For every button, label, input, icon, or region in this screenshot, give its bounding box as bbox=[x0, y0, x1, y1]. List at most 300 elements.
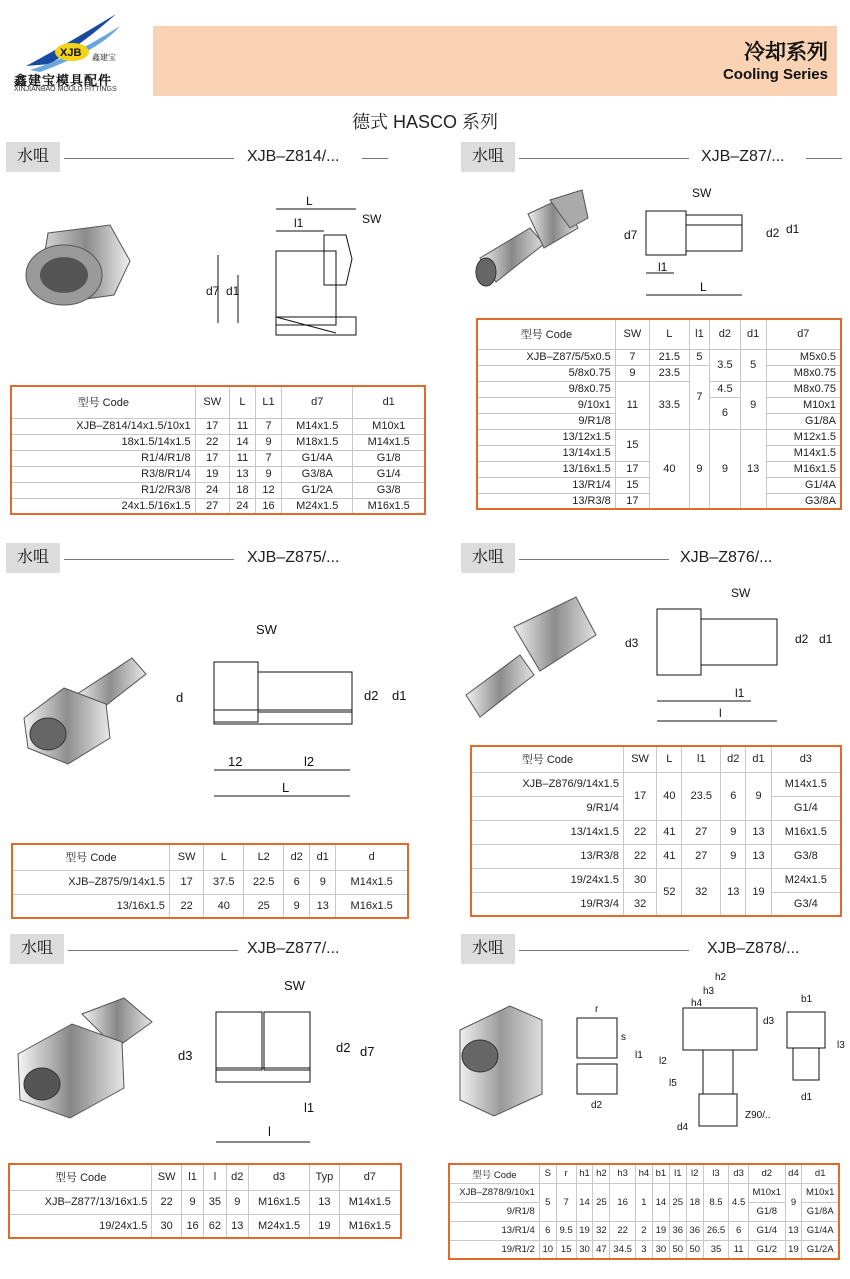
table-cell: 50 bbox=[669, 1240, 686, 1259]
table-cell: 19/R1/2 bbox=[449, 1240, 539, 1259]
label-z90: Z90/.. bbox=[745, 1110, 771, 1121]
table-cell: 24x1.5/16x1.5 bbox=[11, 498, 195, 514]
spec-table-z875 bbox=[11, 843, 409, 919]
table-cell: M5x0.5 bbox=[766, 349, 841, 365]
col-header: d2 bbox=[749, 1164, 785, 1183]
table-cell: G3/8A bbox=[766, 493, 841, 509]
table-cell: G3/4 bbox=[771, 892, 841, 916]
table-cell: 9 bbox=[256, 434, 282, 450]
table-cell: 13 bbox=[746, 820, 771, 844]
title-band bbox=[153, 26, 837, 96]
col-header: S bbox=[539, 1164, 556, 1183]
table-cell: 13/R3/8 bbox=[477, 493, 615, 509]
table-cell: 13 bbox=[229, 466, 255, 482]
table-cell: 34.5 bbox=[610, 1240, 636, 1259]
company-name-cn: 鑫建宝模具配件 bbox=[14, 73, 113, 88]
section-tag: 水咀 bbox=[6, 543, 60, 573]
model-title: XJB–Z875/... bbox=[247, 549, 340, 566]
label-d1: d1 bbox=[786, 222, 800, 236]
table-cell: G1/8 bbox=[353, 450, 425, 466]
drawing-z875 bbox=[170, 620, 420, 805]
table-cell: 10 bbox=[539, 1240, 556, 1259]
title-en: Cooling Series bbox=[722, 66, 828, 83]
table-cell: XJB–Z814/14x1.5/10x1 bbox=[11, 418, 195, 434]
table-cell: 11 bbox=[229, 450, 255, 466]
table-cell: 13 bbox=[740, 429, 766, 509]
table-row bbox=[471, 868, 841, 892]
table-cell: 52 bbox=[657, 868, 682, 916]
table-cell: 22.5 bbox=[244, 870, 284, 894]
label-l1: l1 bbox=[735, 686, 745, 700]
label-SW: SW bbox=[731, 586, 751, 600]
table-cell: 11 bbox=[229, 418, 255, 434]
title-cn: 冷却系列 bbox=[744, 41, 828, 64]
table-cell: 9/10x1 bbox=[477, 397, 615, 413]
table-cell: 6 bbox=[284, 870, 310, 894]
table-cell: 27 bbox=[195, 498, 229, 514]
drawing-z877 bbox=[172, 972, 387, 1152]
drawing-z87 bbox=[616, 185, 836, 305]
col-header: d bbox=[336, 844, 408, 870]
label-SW: SW bbox=[692, 186, 712, 200]
logo-sub: 鑫建宝 bbox=[92, 53, 116, 62]
table-cell: 30 bbox=[623, 868, 656, 892]
col-header: L bbox=[657, 746, 682, 772]
divider bbox=[519, 158, 689, 159]
col-header: d1 bbox=[746, 746, 771, 772]
col-header: h2 bbox=[593, 1164, 610, 1183]
table-cell: 22 bbox=[195, 434, 229, 450]
col-header: l2 bbox=[686, 1164, 703, 1183]
table-row bbox=[11, 434, 425, 450]
table-cell: 19 bbox=[576, 1221, 593, 1240]
series-title: 德式 HASCO 系列 bbox=[351, 112, 498, 132]
table-cell: 50 bbox=[686, 1240, 703, 1259]
table-cell: 7 bbox=[556, 1183, 576, 1221]
table-cell: G1/8 bbox=[749, 1202, 785, 1221]
table-cell: 11 bbox=[615, 381, 649, 429]
table-cell: 13 bbox=[746, 844, 771, 868]
label-d7: d7 bbox=[206, 284, 220, 298]
table-cell: 17 bbox=[623, 772, 656, 820]
table-cell: 32 bbox=[682, 868, 721, 916]
label-L: L bbox=[700, 280, 707, 294]
table-cell: 16 bbox=[256, 498, 282, 514]
table-cell: 14 bbox=[576, 1183, 593, 1221]
table-cell: M24x1.5 bbox=[282, 498, 353, 514]
col-header: L bbox=[649, 319, 689, 349]
table-cell: 19 bbox=[746, 868, 771, 916]
col-header: l1 bbox=[689, 319, 709, 349]
model-title: XJB–Z877/... bbox=[247, 940, 340, 957]
table-cell: 13 bbox=[721, 868, 746, 916]
label-l: l bbox=[719, 706, 722, 720]
table-cell: M14x1.5 bbox=[771, 772, 841, 796]
label-d7: d7 bbox=[624, 228, 638, 242]
col-header: b1 bbox=[652, 1164, 669, 1183]
col-header: l3 bbox=[703, 1164, 729, 1183]
table-row bbox=[11, 466, 425, 482]
drawing-z878 bbox=[555, 968, 850, 1138]
table-cell: 13/16x1.5 bbox=[12, 894, 169, 918]
table-cell: G1/4 bbox=[749, 1221, 785, 1240]
table-cell: 22 bbox=[623, 820, 656, 844]
col-header: d4 bbox=[785, 1164, 802, 1183]
table-cell: 27 bbox=[682, 820, 721, 844]
divider bbox=[64, 559, 234, 560]
table-cell: 30 bbox=[652, 1240, 669, 1259]
table-cell: M14x1.5 bbox=[353, 434, 425, 450]
col-header: SW bbox=[152, 1164, 181, 1190]
divider bbox=[68, 950, 238, 951]
table-cell: 13 bbox=[785, 1221, 802, 1240]
spec-table-z814 bbox=[10, 385, 426, 515]
table-cell: M10x1 bbox=[766, 397, 841, 413]
table-cell: 21.5 bbox=[649, 349, 689, 365]
table-row bbox=[12, 894, 408, 918]
table-cell: XJB–Z876/9/14x1.5 bbox=[471, 772, 623, 796]
table-row bbox=[11, 450, 425, 466]
table-cell: 13 bbox=[310, 894, 336, 918]
table-row bbox=[9, 1190, 401, 1214]
label-l1: l1 bbox=[304, 1100, 315, 1115]
table-cell: 6 bbox=[710, 397, 741, 429]
table-cell: 17 bbox=[615, 461, 649, 477]
label-SW: SW bbox=[362, 212, 382, 226]
table-cell: 36 bbox=[669, 1221, 686, 1240]
table-cell: 4.5 bbox=[710, 381, 741, 397]
table-cell: 13/12x1.5 bbox=[477, 429, 615, 445]
spec-table-z877 bbox=[8, 1163, 402, 1239]
table-row bbox=[477, 381, 841, 397]
table-cell: 7 bbox=[615, 349, 649, 365]
company-name-en: XINJIANBAO MOULD FITTINGS bbox=[14, 86, 117, 93]
table-cell: M16x1.5 bbox=[336, 894, 408, 918]
table-cell: G1/2A bbox=[282, 482, 353, 498]
table-cell: 19 bbox=[195, 466, 229, 482]
label-l2: l2 bbox=[304, 754, 315, 769]
label-d1: d1 bbox=[226, 284, 240, 298]
table-row bbox=[11, 482, 425, 498]
table-cell: 7 bbox=[689, 365, 709, 429]
drawing-z814 bbox=[200, 195, 380, 345]
col-header: SW bbox=[195, 386, 229, 418]
table-cell: 13/14x1.5 bbox=[477, 445, 615, 461]
col-header: SW bbox=[623, 746, 656, 772]
table-cell: 13/R1/4 bbox=[477, 477, 615, 493]
table-cell: 32 bbox=[593, 1221, 610, 1240]
table-cell: 25 bbox=[244, 894, 284, 918]
col-header: 型号 Code bbox=[477, 319, 615, 349]
table-cell: G1/4A bbox=[802, 1221, 839, 1240]
col-header: d2 bbox=[226, 1164, 248, 1190]
label-l1: l1 bbox=[294, 216, 304, 230]
table-cell: M8x0.75 bbox=[766, 381, 841, 397]
col-header: d2 bbox=[710, 319, 741, 349]
table-cell: 5 bbox=[740, 349, 766, 381]
fitting-photo-z877 bbox=[12, 994, 162, 1134]
table-cell: G1/8A bbox=[802, 1202, 839, 1221]
table-cell: 19 bbox=[785, 1240, 802, 1259]
table-cell: 15 bbox=[556, 1240, 576, 1259]
table-cell: 18x1.5/14x1.5 bbox=[11, 434, 195, 450]
col-header: d3 bbox=[729, 1164, 749, 1183]
col-header: h4 bbox=[635, 1164, 652, 1183]
label-SW: SW bbox=[256, 622, 277, 637]
table-cell: 41 bbox=[657, 844, 682, 868]
table-cell: 13 bbox=[310, 1190, 339, 1214]
table-cell: M24x1.5 bbox=[248, 1214, 309, 1238]
label-l3: l3 bbox=[837, 1040, 845, 1051]
table-cell: 22 bbox=[623, 844, 656, 868]
table-cell: 6 bbox=[721, 772, 746, 820]
table-cell: M14x1.5 bbox=[766, 445, 841, 461]
label-l1: l1 bbox=[635, 1050, 643, 1061]
col-header: h3 bbox=[610, 1164, 636, 1183]
table-row bbox=[477, 349, 841, 365]
table-cell: 5 bbox=[689, 349, 709, 365]
table-cell: M16x1.5 bbox=[339, 1214, 401, 1238]
table-cell: 17 bbox=[169, 870, 203, 894]
fitting-photo-z87 bbox=[470, 188, 590, 298]
table-cell: 15 bbox=[615, 429, 649, 461]
drawing-z876 bbox=[615, 585, 840, 735]
label-d2: d2 bbox=[795, 632, 809, 646]
fitting-photo-z876 bbox=[460, 595, 600, 725]
fitting-photo-z814 bbox=[18, 215, 138, 325]
table-cell: 22 bbox=[152, 1190, 181, 1214]
table-cell: G1/8A bbox=[766, 413, 841, 429]
col-header: h1 bbox=[576, 1164, 593, 1183]
table-cell: 2 bbox=[635, 1221, 652, 1240]
label-d7: d7 bbox=[360, 1044, 375, 1059]
col-header: d7 bbox=[339, 1164, 401, 1190]
label-b1: b1 bbox=[801, 994, 813, 1005]
col-header: d1 bbox=[802, 1164, 839, 1183]
table-row bbox=[471, 892, 841, 916]
table-row bbox=[477, 365, 841, 381]
model-title: XJB–Z876/... bbox=[680, 549, 773, 566]
divider bbox=[519, 950, 689, 951]
table-cell: G1/4A bbox=[282, 450, 353, 466]
table-cell: 9 bbox=[310, 870, 336, 894]
table-cell: 13/16x1.5 bbox=[477, 461, 615, 477]
table-cell: 30 bbox=[576, 1240, 593, 1259]
table-cell: M16x1.5 bbox=[771, 820, 841, 844]
col-header: r bbox=[556, 1164, 576, 1183]
table-cell: 7 bbox=[256, 418, 282, 434]
table-cell: 22 bbox=[610, 1221, 636, 1240]
table-cell: 23.5 bbox=[649, 365, 689, 381]
table-cell: XJB–Z877/13/16x1.5 bbox=[9, 1190, 152, 1214]
table-cell: M16x1.5 bbox=[766, 461, 841, 477]
table-cell: 1 bbox=[635, 1183, 652, 1221]
table-cell: 6 bbox=[729, 1221, 749, 1240]
table-cell: 13/14x1.5 bbox=[471, 820, 623, 844]
model-title: XJB–Z814/... bbox=[247, 148, 340, 165]
col-header: d1 bbox=[353, 386, 425, 418]
col-header: 型号 Code bbox=[12, 844, 169, 870]
table-cell: 9 bbox=[785, 1183, 802, 1221]
label-d3: d3 bbox=[763, 1016, 775, 1027]
table-cell: M8x0.75 bbox=[766, 365, 841, 381]
table-row bbox=[12, 870, 408, 894]
table-cell: 9 bbox=[256, 466, 282, 482]
table-cell: 17 bbox=[195, 450, 229, 466]
divider bbox=[362, 158, 388, 159]
table-cell: 23.5 bbox=[682, 772, 721, 820]
col-header: 型号 Code bbox=[471, 746, 623, 772]
model-title: XJB–Z878/... bbox=[707, 940, 800, 957]
label-l: l bbox=[268, 1124, 271, 1139]
spec-table-z87 bbox=[476, 318, 842, 510]
fitting-photo-z878 bbox=[450, 1000, 550, 1120]
table-cell: 9/R1/4 bbox=[471, 796, 623, 820]
table-cell: M10x1 bbox=[802, 1183, 839, 1202]
section-tag: 水咀 bbox=[6, 142, 60, 172]
table-cell: 7 bbox=[256, 450, 282, 466]
label-12: 12 bbox=[228, 754, 243, 769]
table-cell: 13 bbox=[226, 1214, 248, 1238]
model-title: XJB–Z87/... bbox=[701, 148, 785, 165]
col-header: l1 bbox=[669, 1164, 686, 1183]
col-header: d2 bbox=[284, 844, 310, 870]
table-cell: 41 bbox=[657, 820, 682, 844]
table-cell: 5/8x0.75 bbox=[477, 365, 615, 381]
label-l5: l5 bbox=[669, 1078, 677, 1089]
table-cell: 9 bbox=[689, 429, 709, 509]
table-row bbox=[471, 820, 841, 844]
col-header: L bbox=[229, 386, 255, 418]
table-cell: 19/24x1.5 bbox=[9, 1214, 152, 1238]
label-l1: l1 bbox=[658, 260, 668, 274]
table-cell: G3/8A bbox=[282, 466, 353, 482]
table-row bbox=[449, 1221, 839, 1240]
table-cell: 9 bbox=[615, 365, 649, 381]
table-cell: 26.5 bbox=[703, 1221, 729, 1240]
col-header: d7 bbox=[282, 386, 353, 418]
col-header: d1 bbox=[310, 844, 336, 870]
table-cell: 33.5 bbox=[649, 381, 689, 429]
table-row bbox=[11, 418, 425, 434]
section-tag: 水咀 bbox=[461, 543, 515, 573]
table-cell: 14 bbox=[652, 1183, 669, 1221]
col-header: 型号 Code bbox=[11, 386, 195, 418]
table-row bbox=[471, 844, 841, 868]
table-cell: M10x1 bbox=[749, 1183, 785, 1202]
table-cell: 9 bbox=[181, 1190, 203, 1214]
table-cell: XJB–Z87/5/5x0.5 bbox=[477, 349, 615, 365]
table-cell: G1/4 bbox=[353, 466, 425, 482]
table-cell: G1/4A bbox=[766, 477, 841, 493]
table-cell: 9/R1/8 bbox=[477, 413, 615, 429]
label-s: s bbox=[621, 1032, 626, 1043]
col-header: l1 bbox=[682, 746, 721, 772]
table-cell: M24x1.5 bbox=[771, 868, 841, 892]
table-cell: G1/2 bbox=[749, 1240, 785, 1259]
table-cell: 24 bbox=[195, 482, 229, 498]
label-L: L bbox=[306, 194, 313, 208]
table-cell: 9.5 bbox=[556, 1221, 576, 1240]
table-cell: 40 bbox=[204, 894, 244, 918]
divider bbox=[519, 559, 669, 560]
table-cell: M10x1 bbox=[353, 418, 425, 434]
table-cell: 8.5 bbox=[703, 1183, 729, 1221]
label-h4: h4 bbox=[691, 998, 703, 1009]
table-cell: 9 bbox=[740, 381, 766, 429]
table-cell: 19 bbox=[652, 1221, 669, 1240]
col-header: SW bbox=[169, 844, 203, 870]
table-cell: 17 bbox=[615, 493, 649, 509]
table-cell: 30 bbox=[152, 1214, 181, 1238]
table-cell: 9/8x0.75 bbox=[477, 381, 615, 397]
table-cell: 37.5 bbox=[204, 870, 244, 894]
col-header: d7 bbox=[766, 319, 841, 349]
logo-swoosh-icon bbox=[20, 8, 140, 78]
col-header: Typ bbox=[310, 1164, 339, 1190]
col-header: l1 bbox=[181, 1164, 203, 1190]
col-header: SW bbox=[615, 319, 649, 349]
table-cell: 35 bbox=[204, 1190, 226, 1214]
label-SW: SW bbox=[284, 978, 305, 993]
table-cell: G3/8 bbox=[771, 844, 841, 868]
table-cell: 11 bbox=[729, 1240, 749, 1259]
col-header: L bbox=[204, 844, 244, 870]
table-cell: R1/2/R3/8 bbox=[11, 482, 195, 498]
table-cell: 27 bbox=[682, 844, 721, 868]
table-cell: 12 bbox=[256, 482, 282, 498]
label-d1: d1 bbox=[819, 632, 833, 646]
table-row bbox=[471, 772, 841, 796]
table-cell: 22 bbox=[169, 894, 203, 918]
table-cell: M14x1.5 bbox=[282, 418, 353, 434]
label-d1: d1 bbox=[392, 688, 407, 703]
label-h2: h2 bbox=[715, 972, 727, 983]
label-d1: d1 bbox=[801, 1092, 813, 1103]
table-cell: 14 bbox=[229, 434, 255, 450]
label-d2: d2 bbox=[364, 688, 379, 703]
table-row bbox=[449, 1240, 839, 1259]
label-d3: d3 bbox=[625, 636, 639, 650]
label-l2: l2 bbox=[659, 1056, 667, 1067]
label-d3: d3 bbox=[178, 1048, 193, 1063]
table-cell: 19/24x1.5 bbox=[471, 868, 623, 892]
table-cell: 9 bbox=[710, 429, 741, 509]
table-cell: 18 bbox=[686, 1183, 703, 1221]
col-header: d1 bbox=[740, 319, 766, 349]
table-cell: 18 bbox=[229, 482, 255, 498]
table-cell: R1/4/R1/8 bbox=[11, 450, 195, 466]
table-cell: M14x1.5 bbox=[336, 870, 408, 894]
section-tag: 水咀 bbox=[461, 142, 515, 172]
table-cell: M16x1.5 bbox=[353, 498, 425, 514]
table-cell: 9 bbox=[721, 844, 746, 868]
table-cell: XJB–Z878/9/10x1 bbox=[449, 1183, 539, 1202]
table-cell: 40 bbox=[649, 429, 689, 509]
table-cell: 3.5 bbox=[710, 349, 741, 381]
spec-table-z878 bbox=[448, 1163, 840, 1260]
table-cell: G3/8 bbox=[353, 482, 425, 498]
table-row bbox=[9, 1214, 401, 1238]
table-row bbox=[11, 498, 425, 514]
table-cell: 35 bbox=[703, 1240, 729, 1259]
table-cell: 25 bbox=[593, 1183, 610, 1221]
table-cell: 6 bbox=[539, 1221, 556, 1240]
table-cell: 40 bbox=[657, 772, 682, 820]
col-header: d3 bbox=[248, 1164, 309, 1190]
label-d4: d4 bbox=[677, 1122, 689, 1133]
table-cell: 9 bbox=[721, 820, 746, 844]
